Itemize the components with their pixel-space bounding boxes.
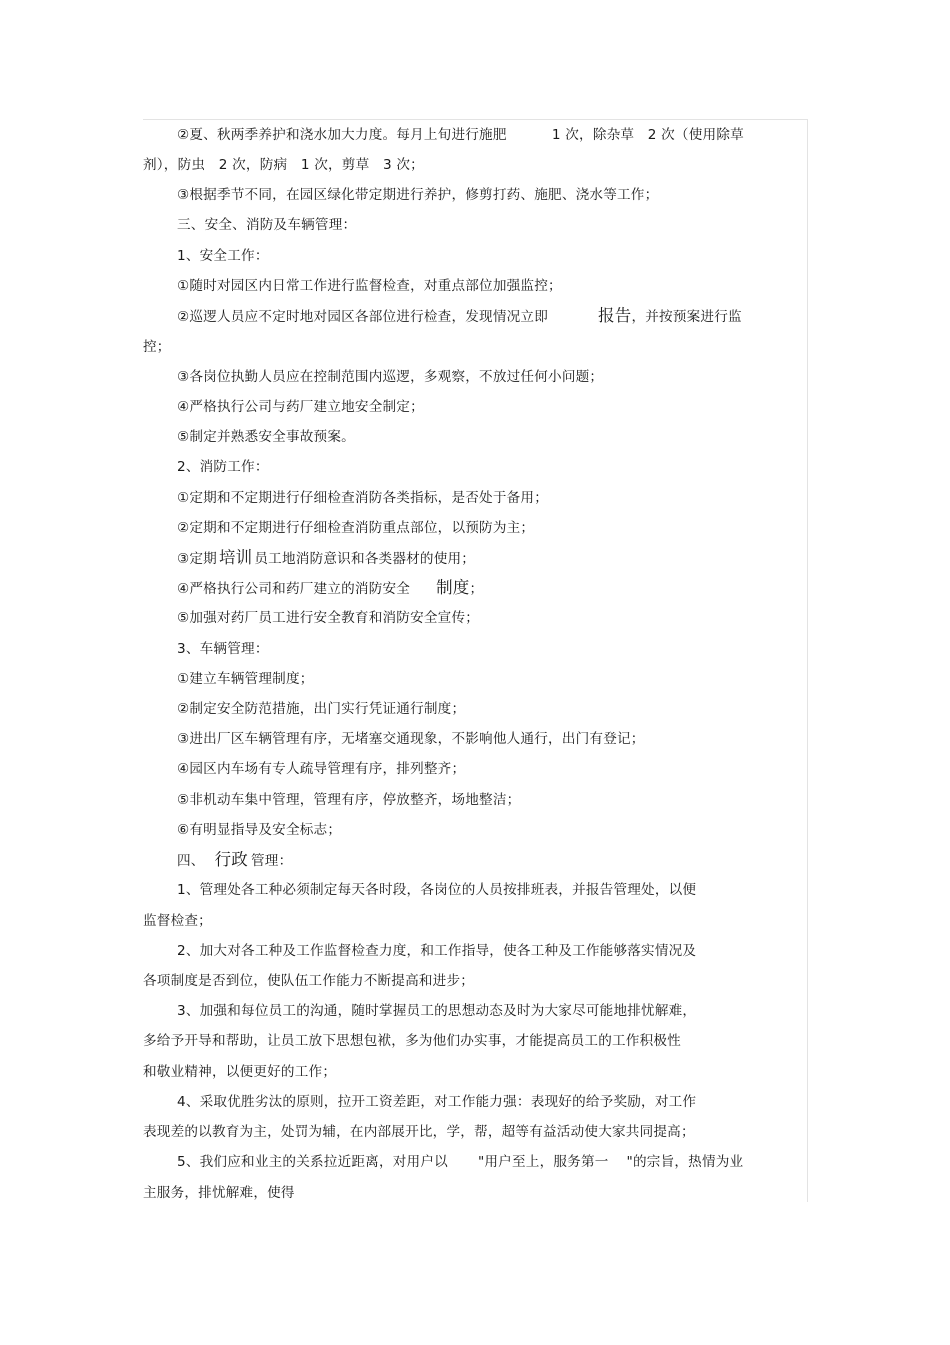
subsection-heading: 1、安全工作：: [177, 248, 269, 264]
paragraph-line: ④园区内车场有专人疏导管理有序，排列整齐；: [177, 761, 466, 777]
paragraph-line: ⑤加强对药厂员工进行安全教育和消防安全宣传；: [177, 610, 480, 626]
paragraph-line: ②夏、秋两季养护和浇水加大力度。每月上旬进行施肥 1 次，除杂草 2 次（使用除草: [177, 127, 744, 143]
paragraph-line: ⑥有明显指导及安全标志；: [177, 822, 342, 838]
paragraph-line: 5、我们应和业主的关系拉近距离，对用户以 "用户至上，服务第一 "的宗旨，热情为业: [177, 1154, 744, 1170]
paragraph-line: ⑤非机动车集中管理，管理有序，停放整齐，场地整洁；: [177, 792, 521, 808]
paragraph-line: 1、管理处各工种必须制定每天各时段，各岗位的人员按排班表，并报告管理处，以便: [177, 882, 697, 898]
paragraph-line: 剂），防虫 2 次，防病 1 次，剪草 3 次；: [143, 157, 424, 173]
paragraph-line: ③各岗位执勤人员应在控制范围内巡逻，多观察，不放过任何小问题；: [177, 369, 604, 385]
paragraph-line: ①建立车辆管理制度；: [177, 671, 314, 687]
paragraph-line: 各项制度是否到位，使队伍工作能力不断提高和进步；: [143, 973, 475, 989]
section-heading: 三、安全、消防及车辆管理：: [177, 217, 357, 233]
paragraph-line: ④严格执行公司和药厂建立的消防安全 制度；: [177, 578, 484, 597]
paragraph-line: 表现差的以教育为主，处罚为辅，在内部展开比，学，帮，超等有益活动使大家共同提高；: [143, 1124, 695, 1140]
page-border-top: [143, 119, 807, 120]
paragraph-line: ③定期 培训 员工地消防意识和各类器材的使用；: [177, 548, 476, 567]
subsection-heading: 2、消防工作：: [177, 459, 269, 475]
paragraph-line: ①定期和不定期进行仔细检查消防各类指标，是否处于备用；: [177, 490, 549, 506]
paragraph-line: 控；: [143, 339, 171, 355]
paragraph-line: ⑤制定并熟悉安全事故预案。: [177, 429, 355, 445]
subsection-heading: 3、车辆管理：: [177, 641, 269, 657]
section-heading: 四、 行政 管理：: [177, 850, 293, 869]
page-border-right: [807, 119, 808, 1202]
paragraph-line: 4、采取优胜劣汰的原则，拉开工资差距，对工作能力强：表现好的给予奖励，对工作: [177, 1094, 697, 1110]
paragraph-line: ②定期和不定期进行仔细检查消防重点部位，以预防为主；: [177, 520, 535, 536]
paragraph-line: 3、加强和每位员工的沟通，随时掌握员工的思想动态及时为大家尽可能地排忧解难，: [177, 1003, 697, 1019]
paragraph-line: 主服务，排忧解难，使得: [143, 1185, 295, 1201]
paragraph-line: ①随时对园区内日常工作进行监督检查，对重点部位加强监控；: [177, 278, 562, 294]
paragraph-line: ③根据季节不同，在园区绿化带定期进行养护，修剪打药、施肥、浇水等工作；: [177, 187, 659, 203]
paragraph-line: 2、加大对各工种及工作监督检查力度，和工作指导，使各工种及工作能够落实情况及: [177, 943, 697, 959]
paragraph-line: ②巡逻人员应不定时地对园区各部位进行检查，发现情况立即 报告，并按预案进行监: [177, 306, 742, 325]
paragraph-line: ②制定安全防范措施，出门实行凭证通行制度；: [177, 701, 466, 717]
paragraph-line: ④严格执行公司与药厂建立地安全制定；: [177, 399, 424, 415]
paragraph-line: 和敬业精神，以便更好的工作；: [143, 1064, 337, 1080]
paragraph-line: 多给予开导和帮助，让员工放下思想包袱，多为他们办实事，才能提高员工的工作积极性: [143, 1033, 681, 1049]
paragraph-line: 监督检查；: [143, 913, 212, 929]
paragraph-line: ③进出厂区车辆管理有序，无堵塞交通现象，不影响他人通行，出门有登记；: [177, 731, 645, 747]
